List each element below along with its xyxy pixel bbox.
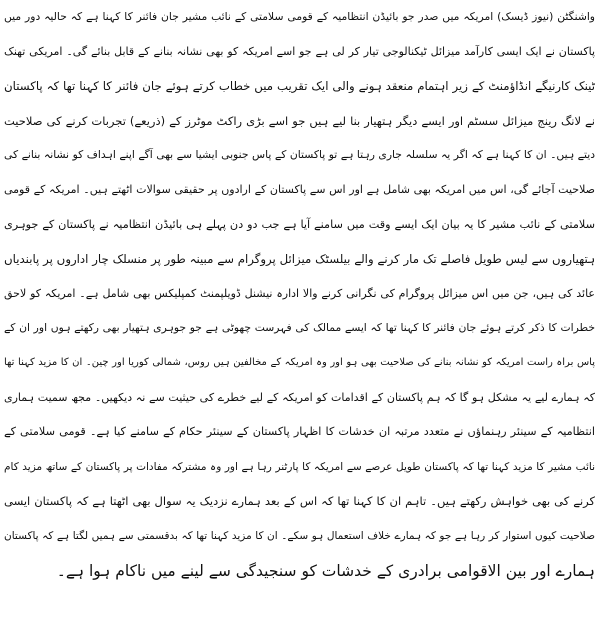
article-line-13: انتظامیہ کے سینئر رہنماؤں نے متعدد مرتبہ ان خدشات کا اظہار پاکستان کے سینئر حکام کے سامنے کیا ہے۔ قومی سلامتی کے (4, 425, 595, 439)
article-line-9: عائد کی ہیں، جن میں اس میزائل پروگرام کی نگرانی کرنے والا ادارہ نیشنل ڈویلپمنٹ کمپلیکس بھی شامل ہے۔ امریکہ کو لاحق (4, 286, 595, 300)
article-line-15: کرنے کی بھی خواہش رکھتے ہیں۔ تاہم ان کا کہنا تھا کہ اس کے بعد ہمارے نزدیک یہ سوال بھی اٹھتا ہے کہ پاکستان ایسی (4, 494, 595, 509)
article-line-17: ہمارے اور بین الاقوامی برادری کے خدشات کو سنجیدگی سے لینے میں ناکام ہوا ہے۔ (56, 561, 595, 580)
article-line-6: صلاحیت آجائے گی، اس میں امریکہ بھی شامل ہے اور اس سے پاکستان کے ارادوں پر حقیقی سوالات اٹھتے ہیں۔ امریکہ کے قومی (4, 182, 595, 196)
article-line-3: ٹینک کارنیگے انڈاؤمنٹ کے زیر اہتمام منعقد ہونے والی ایک تقریب میں خطاب کرتے ہوئے جان فائنر کا کہنا تھا کہ پاکستان (4, 79, 595, 94)
article-line-11: پاس براہ راست امریکہ کو نشانہ بنانے کی صلاحیت بھی ہو اور وہ امریکہ کے مخالفین ہیں روس، شمالی کوریا اور چین۔ ان کا مزید کہنا تھا (4, 356, 595, 368)
article-line-10: خطرات کا ذکر کرتے ہوئے جان فائنر کا کہنا تھا کہ ایسے ممالک کی فہرست چھوٹی ہے جو جوہری ہتھیار بھی رکھتے ہوں اور ان کے (4, 321, 595, 335)
article-line-16: صلاحیت کیوں استوار کر رہا ہے جو کہ ہمارے خلاف استعمال ہو سکے۔ ان کا مزید کہنا تھا کہ بدقسمتی سے ہمیں لگتا ہے کہ پاکستان (4, 529, 595, 542)
article-line-12: کہ ہمارے لیے یہ مشکل ہو گا کہ ہم پاکستان کے اقدامات کو امریکہ کے لیے خطرے کی حیثیت سے نہ دیکھیں۔ مجھ سمیت ہماری (4, 390, 595, 404)
article-line-14: نائب مشیر کا مزید کہنا تھا کہ پاکستان طویل عرصے سے امریکہ کا پارٹنر رہا ہے اور وہ مشترکہ مفادات پر پاکستان کے ساتھ مزید کام (4, 460, 595, 473)
article-line-7: سلامتی کے نائب مشیر کا یہ بیان ایک ایسے وقت میں سامنے آیا ہے جب دو دن پہلے ہی بائیڈن انتظامیہ نے پاکستان کے جوہری (4, 217, 595, 231)
article-line-8: ہتھیاروں سے لیس طویل فاصلے تک مار کرنے والے بیلسٹک میزائل پروگرام سے مبینہ طور پر منسلک چار اداروں پر پابندیاں (4, 252, 595, 267)
article-line-4: نے لانگ رینج میزائل سسٹم اور ایسے دیگر ہتھیار بنا لیے ہیں جو اسے بڑی راکٹ موٹرز کے (ذریعے) تجربات کرنے کی صلاحیت (4, 113, 595, 128)
article-line-5: دیتے ہیں۔ ان کا کہنا ہے کہ اگر یہ سلسلہ جاری رہتا ہے تو پاکستان کے پاس جنوبی ایشیا سے بھی آگے اپنے اہداف کو نشانہ بنانے کی (4, 148, 595, 162)
article-line-2: پاکستان نے ایک ایسی کارآمد میزائل ٹیکنالوجی تیار کر لی ہے جو اسے امریکہ کو بھی نشانہ بنانے کے قابل بنائے گی۔ امریکی تھنک (4, 44, 595, 58)
article-line-1: واشنگٹن (نیوز ڈیسک) امریکہ میں صدر جو بائیڈن انتظامیہ کے قومی سلامتی کے نائب مشیر جان فائنر کا کہنا ہے کہ حالیہ دور میں (4, 10, 595, 23)
